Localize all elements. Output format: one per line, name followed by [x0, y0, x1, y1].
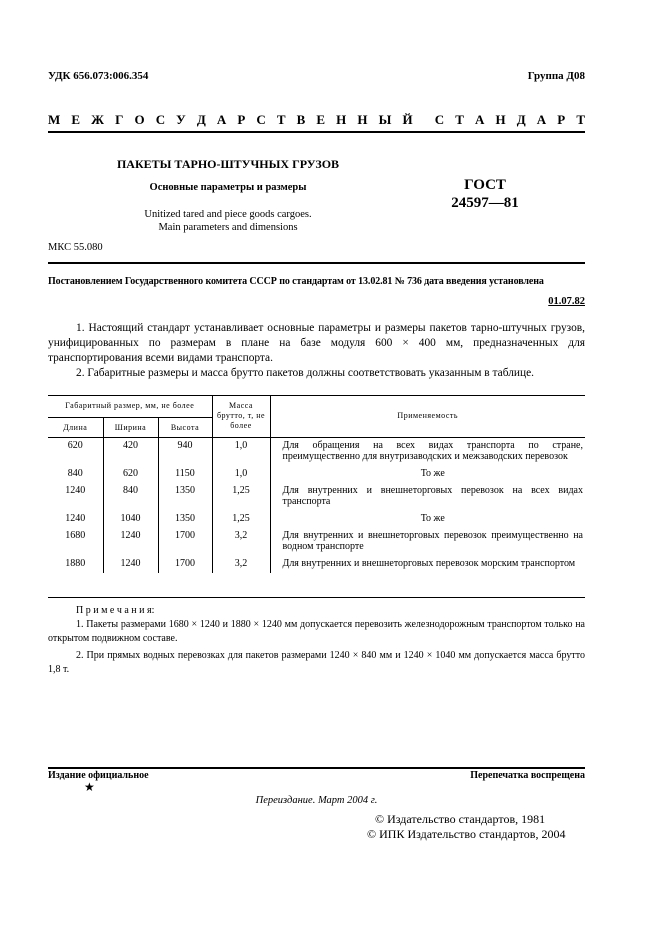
- title-rule: [48, 262, 585, 264]
- table-bottom-rule: [48, 597, 585, 598]
- note-1: 1. Пакеты размерами 1680 × 1240 и 1880 × 1240 мм допускается перевозить железнодорожным транспортом только на открытом подвижном составе.: [48, 619, 585, 644]
- cell-length: 620: [48, 437, 103, 466]
- group-code: Группа Д08: [527, 70, 585, 82]
- cell-width: 1240: [103, 528, 158, 556]
- english-title: [48, 208, 408, 234]
- notes-block: [48, 604, 585, 677]
- cell-mass: 3,2: [212, 528, 270, 556]
- band-letter: Д: [516, 112, 526, 127]
- band-letter: Й: [402, 112, 413, 127]
- table-row: [48, 466, 585, 483]
- band-letter: Н: [357, 112, 368, 127]
- band-letter: О: [134, 112, 145, 127]
- gost-label: ГОСТ: [464, 177, 506, 193]
- cell-use: Для внутренних и внешнеторговых перевозок на всех видах транспорта: [282, 484, 583, 507]
- cell-length: 1240: [48, 483, 103, 511]
- header-gross-mass: Масса брутто, т, не более: [212, 395, 270, 437]
- standard-subtitle: Основные параметры и размеры: [149, 182, 307, 193]
- band-letter: Т: [276, 112, 286, 127]
- reissue-note: Переиздание. Март 2004 г.: [255, 795, 378, 806]
- cell-mass: 1,25: [212, 483, 270, 511]
- english-title-line1: Unitized tared and piece goods cargoes.: [144, 209, 312, 220]
- band-letter: Р: [557, 112, 566, 127]
- band-letter: В: [296, 112, 306, 127]
- table-row: [48, 556, 585, 573]
- band-letter: А: [475, 112, 485, 127]
- cell-height: 1700: [158, 528, 212, 556]
- footer-rule: [48, 767, 585, 769]
- table-row: [48, 511, 585, 528]
- band-letter: Т: [576, 112, 585, 127]
- band-letter: Ж: [91, 112, 104, 127]
- notes-heading: П р и м е ч а н и я:: [76, 605, 155, 616]
- cell-mass: 3,2: [212, 556, 270, 573]
- cell-width: 1240: [103, 556, 158, 573]
- cell-mass: 1,25: [212, 511, 270, 528]
- cell-width: 620: [103, 466, 158, 483]
- band-letter: А: [536, 112, 547, 127]
- band-letter: Е: [71, 112, 81, 127]
- dimensions-table: [48, 395, 585, 573]
- paragraph-2: 2. Габаритные размеры и масса брутто пакетов должны соответствовать указанным в таблице.: [76, 367, 534, 379]
- table-row: [48, 483, 585, 511]
- cell-use: То же: [420, 467, 445, 479]
- band-letter: Г: [115, 112, 124, 127]
- band-letter: Е: [316, 112, 326, 127]
- band-letter: С: [256, 112, 266, 127]
- paragraph-1: 1. Настоящий стандарт устанавливает основные параметры и размеры пакетов тарно-штучных грузов, унифицированных по размерам в плане на базе модуля 600 × 400 мм, предназначенных для транспортирования всеми видами транспорта.: [48, 322, 585, 364]
- gost-designation: [430, 176, 540, 212]
- band-letter: Ы: [378, 112, 392, 127]
- header-applicability: Применяемость: [270, 395, 585, 437]
- table-row: [48, 437, 585, 466]
- band-letter: М: [48, 112, 61, 127]
- cell-width: 1040: [103, 511, 158, 528]
- cell-height: 1150: [158, 466, 212, 483]
- english-title-line2: Main parameters and dimensions: [158, 222, 298, 233]
- cell-length: 1240: [48, 511, 103, 528]
- cell-use: Для обращения на всех видах транспорта по стране, преимущественно для внутризаводских и межзаводских перевозок: [282, 439, 583, 462]
- band-letter: Н: [336, 112, 347, 127]
- band-rule: [48, 131, 585, 133]
- cell-height: 1350: [158, 511, 212, 528]
- star-mark: ★: [84, 780, 95, 794]
- band-letter: С: [434, 112, 445, 127]
- cell-height: 940: [158, 437, 212, 466]
- cell-mass: 1,0: [212, 466, 270, 483]
- official-edition: Издание официальное: [48, 770, 149, 781]
- standard-title: ПАКЕТЫ ТАРНО-ШТУЧНЫХ ГРУЗОВ: [116, 157, 340, 171]
- header-length: Длина: [48, 417, 103, 437]
- cell-use: Для внутренних и внешнеторговых перевозок морским транспортом: [282, 557, 576, 569]
- band-letter: Р: [237, 112, 246, 127]
- cell-length: 1680: [48, 528, 103, 556]
- introduction-date: 01.07.82: [548, 296, 585, 307]
- band-letter: Т: [455, 112, 464, 127]
- cell-length: 1880: [48, 556, 103, 573]
- note-2: 2. При прямых водных перевозках для пакетов размерами 1240 × 840 мм и 1240 × 1040 мм допускается масса брутто 1,8 т.: [48, 650, 585, 675]
- copyright-1981: © Издательство стандартов, 1981: [375, 812, 546, 826]
- cell-use: Для внутренних и внешнеторговых перевозок преимущественно на водном транспорте: [282, 529, 583, 552]
- udk-code: УДК 656.073:006.354: [48, 70, 149, 82]
- copyright-block: [367, 812, 585, 842]
- mks-code: МКС 55.080: [48, 242, 103, 253]
- cell-length: 840: [48, 466, 103, 483]
- band-letter: Д: [196, 112, 206, 127]
- cell-use: То же: [420, 512, 445, 524]
- header-overall-dimensions: Габаритный размер, мм, не более: [48, 395, 212, 417]
- copyright-2004: © ИПК Издательство стандартов, 2004: [367, 827, 566, 841]
- cell-height: 1350: [158, 483, 212, 511]
- interstate-standard-band: [48, 112, 585, 128]
- table-row: [48, 528, 585, 556]
- body-text: [48, 321, 585, 381]
- header-width: Ширина: [103, 417, 158, 437]
- reprint-prohibited: Перепечатка воспрещена: [470, 770, 585, 781]
- cell-width: 420: [103, 437, 158, 466]
- band-letter: Н: [495, 112, 506, 127]
- band-letter: А: [216, 112, 227, 127]
- band-letter: С: [155, 112, 166, 127]
- cell-height: 1700: [158, 556, 212, 573]
- header-height: Высота: [158, 417, 212, 437]
- decree-text: Постановлением Государственного комитета СССР по стандартам от 13.02.81 № 736 дата введения установлена: [48, 276, 544, 287]
- band-letter: У: [176, 112, 186, 127]
- cell-mass: 1,0: [212, 437, 270, 466]
- gost-number: 24597—81: [451, 195, 519, 211]
- cell-width: 840: [103, 483, 158, 511]
